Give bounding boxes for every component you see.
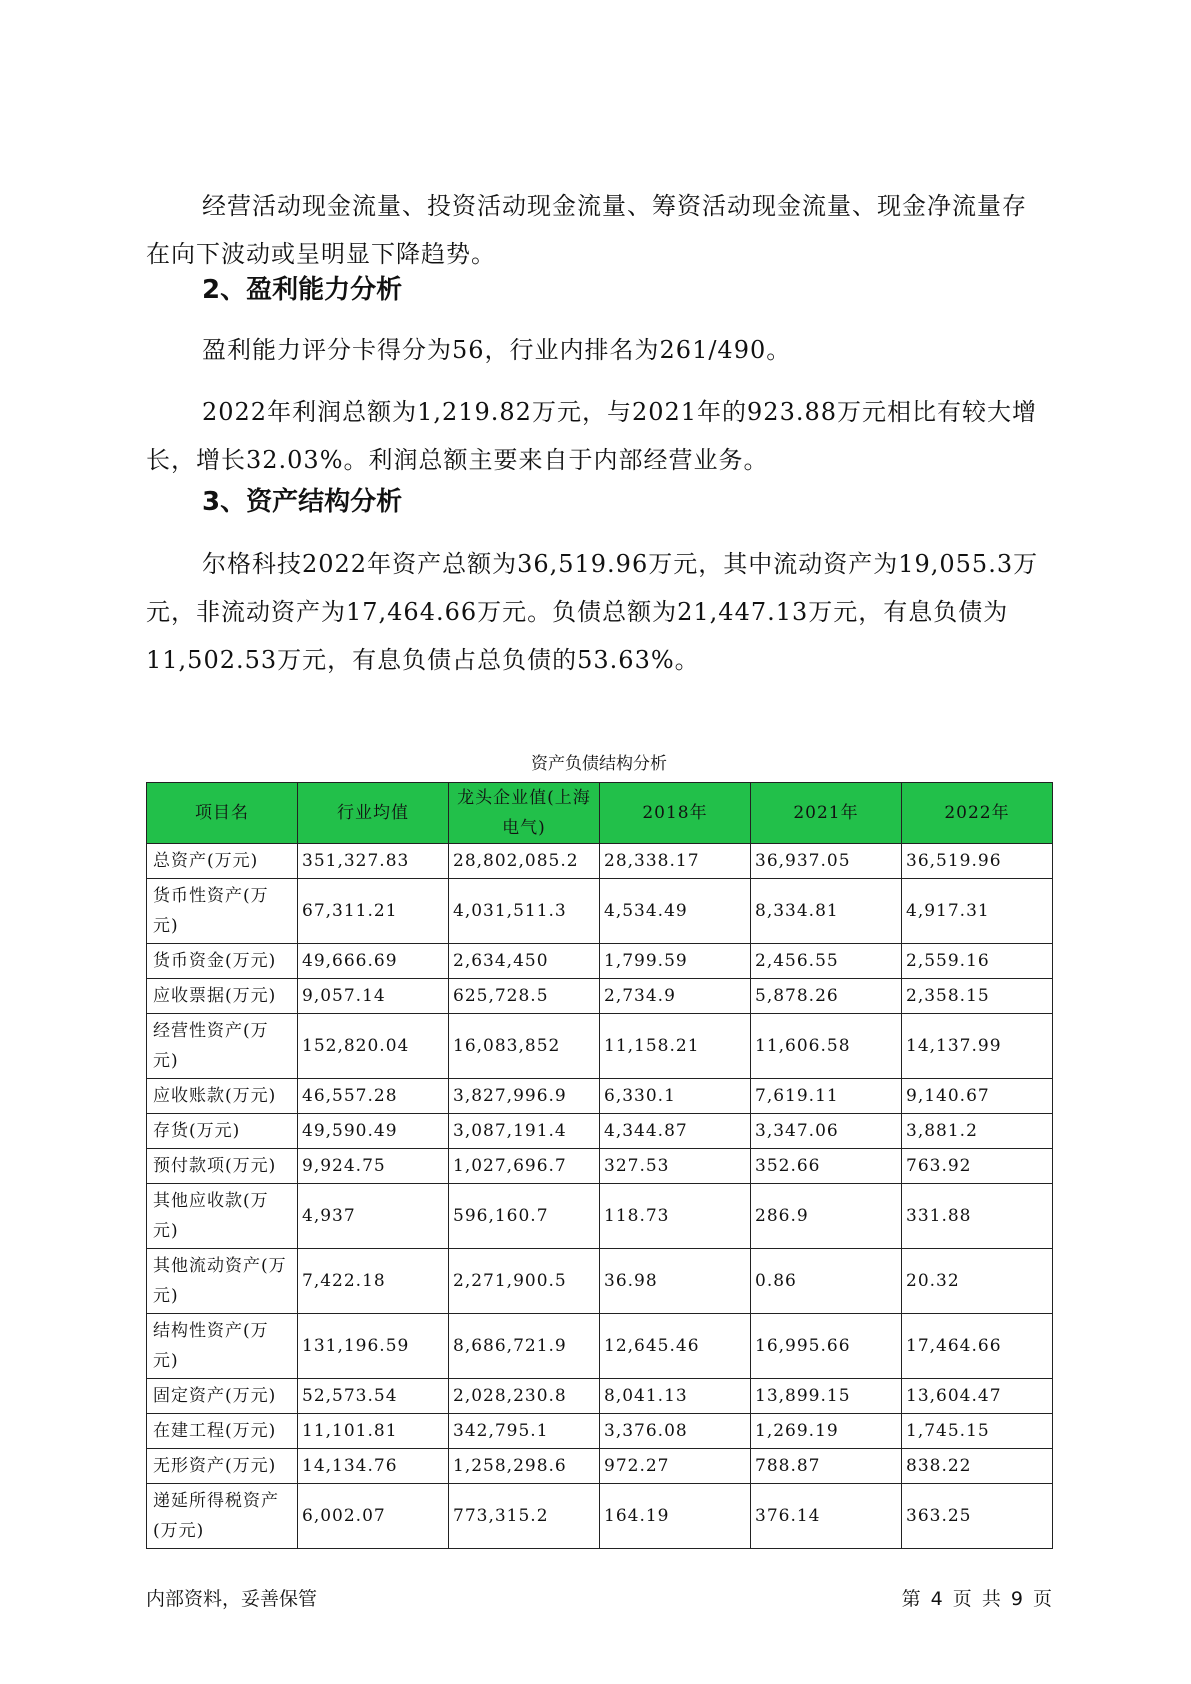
year-2018-cell: 11,158.21 <box>600 1014 751 1079</box>
year-2022-cell: 4,917.31 <box>902 879 1053 944</box>
year-2022-cell: 763.92 <box>902 1149 1053 1184</box>
industry-average-cell: 4,937 <box>298 1184 449 1249</box>
row-label: 递延所得税资产(万元) <box>147 1484 298 1549</box>
leader-value-cell: 342,795.1 <box>449 1414 600 1449</box>
table-row <box>147 879 1053 944</box>
row-label: 总资产(万元) <box>147 844 298 879</box>
row-label: 其他流动资产(万元) <box>147 1249 298 1314</box>
year-2022-cell: 36,519.96 <box>902 844 1053 879</box>
year-2018-cell: 972.27 <box>600 1449 751 1484</box>
year-2022-cell: 20.32 <box>902 1249 1053 1314</box>
year-2022-cell: 2,559.16 <box>902 944 1053 979</box>
footer-page-number: 第 4 页 共 9 页 <box>901 1588 1052 1610</box>
leader-value-cell: 596,160.7 <box>449 1184 600 1249</box>
year-2018-cell: 12,645.46 <box>600 1314 751 1379</box>
row-label: 经营性资产(万元) <box>147 1014 298 1079</box>
industry-average-cell: 49,666.69 <box>298 944 449 979</box>
leader-value-cell: 2,634,450 <box>449 944 600 979</box>
header-year-2021: 2021年 <box>751 783 902 844</box>
industry-average-cell: 49,590.49 <box>298 1114 449 1149</box>
industry-average-cell: 9,924.75 <box>298 1149 449 1184</box>
year-2018-cell: 327.53 <box>600 1149 751 1184</box>
footer-confidential-note: 内部资料，妥善保管 <box>146 1588 318 1610</box>
year-2022-cell: 838.22 <box>902 1449 1053 1484</box>
year-2021-cell: 376.14 <box>751 1484 902 1549</box>
table-row <box>147 979 1053 1014</box>
year-2022-cell: 2,358.15 <box>902 979 1053 1014</box>
row-label: 预付款项(万元) <box>147 1149 298 1184</box>
year-2021-cell: 2,456.55 <box>751 944 902 979</box>
year-2021-cell: 16,995.66 <box>751 1314 902 1379</box>
row-label: 固定资产(万元) <box>147 1379 298 1414</box>
leader-value-cell: 2,271,900.5 <box>449 1249 600 1314</box>
row-label: 应收票据(万元) <box>147 979 298 1014</box>
row-label: 存货(万元) <box>147 1114 298 1149</box>
table-row <box>147 844 1053 879</box>
year-2022-cell: 331.88 <box>902 1184 1053 1249</box>
table-row <box>147 1314 1053 1379</box>
industry-average-cell: 14,134.76 <box>298 1449 449 1484</box>
table-row <box>147 1249 1053 1314</box>
header-year-2022: 2022年 <box>902 783 1053 844</box>
year-2018-cell: 2,734.9 <box>600 979 751 1014</box>
year-2021-cell: 286.9 <box>751 1184 902 1249</box>
year-2018-cell: 6,330.1 <box>600 1079 751 1114</box>
year-2018-cell: 4,344.87 <box>600 1114 751 1149</box>
year-2021-cell: 5,878.26 <box>751 979 902 1014</box>
year-2022-cell: 9,140.67 <box>902 1079 1053 1114</box>
cashflow-paragraph: 经营活动现金流量、投资活动现金流量、筹资活动现金流量、现金净流量存在向下波动或呈明显下降趋势。 <box>146 192 1027 268</box>
industry-average-cell: 46,557.28 <box>298 1079 449 1114</box>
year-2021-cell: 352.66 <box>751 1149 902 1184</box>
table-row <box>147 1449 1053 1484</box>
leader-value-cell: 773,315.2 <box>449 1484 600 1549</box>
year-2022-cell: 17,464.66 <box>902 1314 1053 1379</box>
table-row <box>147 1014 1053 1079</box>
header-year-2018: 2018年 <box>600 783 751 844</box>
leader-value-cell: 4,031,511.3 <box>449 879 600 944</box>
year-2021-cell: 36,937.05 <box>751 844 902 879</box>
industry-average-cell: 6,002.07 <box>298 1484 449 1549</box>
industry-average-cell: 152,820.04 <box>298 1014 449 1079</box>
industry-average-cell: 9,057.14 <box>298 979 449 1014</box>
table-row <box>147 1379 1053 1414</box>
table-caption: 资产负债结构分析 <box>531 754 667 774</box>
year-2021-cell: 788.87 <box>751 1449 902 1484</box>
year-2022-cell: 1,745.15 <box>902 1414 1053 1449</box>
balance-sheet-table <box>146 782 1053 1549</box>
year-2021-cell: 3,347.06 <box>751 1114 902 1149</box>
industry-average-cell: 351,327.83 <box>298 844 449 879</box>
year-2018-cell: 3,376.08 <box>600 1414 751 1449</box>
leader-value-cell: 3,827,996.9 <box>449 1079 600 1114</box>
leader-value-cell: 2,028,230.8 <box>449 1379 600 1414</box>
year-2021-cell: 13,899.15 <box>751 1379 902 1414</box>
header-leader-value: 龙头企业值(上海电气) <box>449 783 600 844</box>
year-2021-cell: 0.86 <box>751 1249 902 1314</box>
year-2018-cell: 118.73 <box>600 1184 751 1249</box>
row-label: 应收账款(万元) <box>147 1079 298 1114</box>
table-row <box>147 1184 1053 1249</box>
year-2018-cell: 1,799.59 <box>600 944 751 979</box>
section-heading-asset-structure: 3、资产结构分析 <box>202 487 403 517</box>
year-2021-cell: 1,269.19 <box>751 1414 902 1449</box>
year-2022-cell: 363.25 <box>902 1484 1053 1549</box>
row-label: 结构性资产(万元) <box>147 1314 298 1379</box>
year-2022-cell: 14,137.99 <box>902 1014 1053 1079</box>
industry-average-cell: 52,573.54 <box>298 1379 449 1414</box>
table-header-row <box>147 783 1053 844</box>
table-row <box>147 944 1053 979</box>
table-row <box>147 1114 1053 1149</box>
industry-average-cell: 11,101.81 <box>298 1414 449 1449</box>
header-industry-average: 行业均值 <box>298 783 449 844</box>
industry-average-cell: 7,422.18 <box>298 1249 449 1314</box>
leader-value-cell: 625,728.5 <box>449 979 600 1014</box>
table-row <box>147 1079 1053 1114</box>
profit-growth-paragraph: 2022年利润总额为1,219.82万元，与2021年的923.88万元相比有较大增长，增长32.03%。利润总额主要来自于内部经营业务。 <box>146 398 1038 474</box>
industry-average-cell: 131,196.59 <box>298 1314 449 1379</box>
year-2021-cell: 8,334.81 <box>751 879 902 944</box>
leader-value-cell: 28,802,085.2 <box>449 844 600 879</box>
year-2022-cell: 3,881.2 <box>902 1114 1053 1149</box>
row-label: 其他应收款(万元) <box>147 1184 298 1249</box>
leader-value-cell: 3,087,191.4 <box>449 1114 600 1149</box>
year-2021-cell: 11,606.58 <box>751 1014 902 1079</box>
year-2018-cell: 8,041.13 <box>600 1379 751 1414</box>
row-label: 无形资产(万元) <box>147 1449 298 1484</box>
header-item-name: 项目名 <box>147 783 298 844</box>
asset-structure-paragraph: 尔格科技2022年资产总额为36,519.96万元，其中流动资产为19,055.3万元，非流动资产为17,464.66万元。负债总额为21,447.13万元，有息负债为11,502.53万元，有息负债占总负债的53.63%。 <box>146 550 1039 674</box>
leader-value-cell: 8,686,721.9 <box>449 1314 600 1379</box>
leader-value-cell: 1,027,696.7 <box>449 1149 600 1184</box>
table-row <box>147 1414 1053 1449</box>
year-2018-cell: 4,534.49 <box>600 879 751 944</box>
year-2018-cell: 28,338.17 <box>600 844 751 879</box>
row-label: 货币资金(万元) <box>147 944 298 979</box>
section-heading-profitability: 2、盈利能力分析 <box>202 275 403 305</box>
year-2018-cell: 36.98 <box>600 1249 751 1314</box>
leader-value-cell: 1,258,298.6 <box>449 1449 600 1484</box>
leader-value-cell: 16,083,852 <box>449 1014 600 1079</box>
year-2018-cell: 164.19 <box>600 1484 751 1549</box>
table-row <box>147 1484 1053 1549</box>
industry-average-cell: 67,311.21 <box>298 879 449 944</box>
year-2021-cell: 7,619.11 <box>751 1079 902 1114</box>
profitability-score-paragraph: 盈利能力评分卡得分为56，行业内排名为261/490。 <box>202 336 792 364</box>
table-row <box>147 1149 1053 1184</box>
year-2022-cell: 13,604.47 <box>902 1379 1053 1414</box>
row-label: 在建工程(万元) <box>147 1414 298 1449</box>
row-label: 货币性资产(万元) <box>147 879 298 944</box>
